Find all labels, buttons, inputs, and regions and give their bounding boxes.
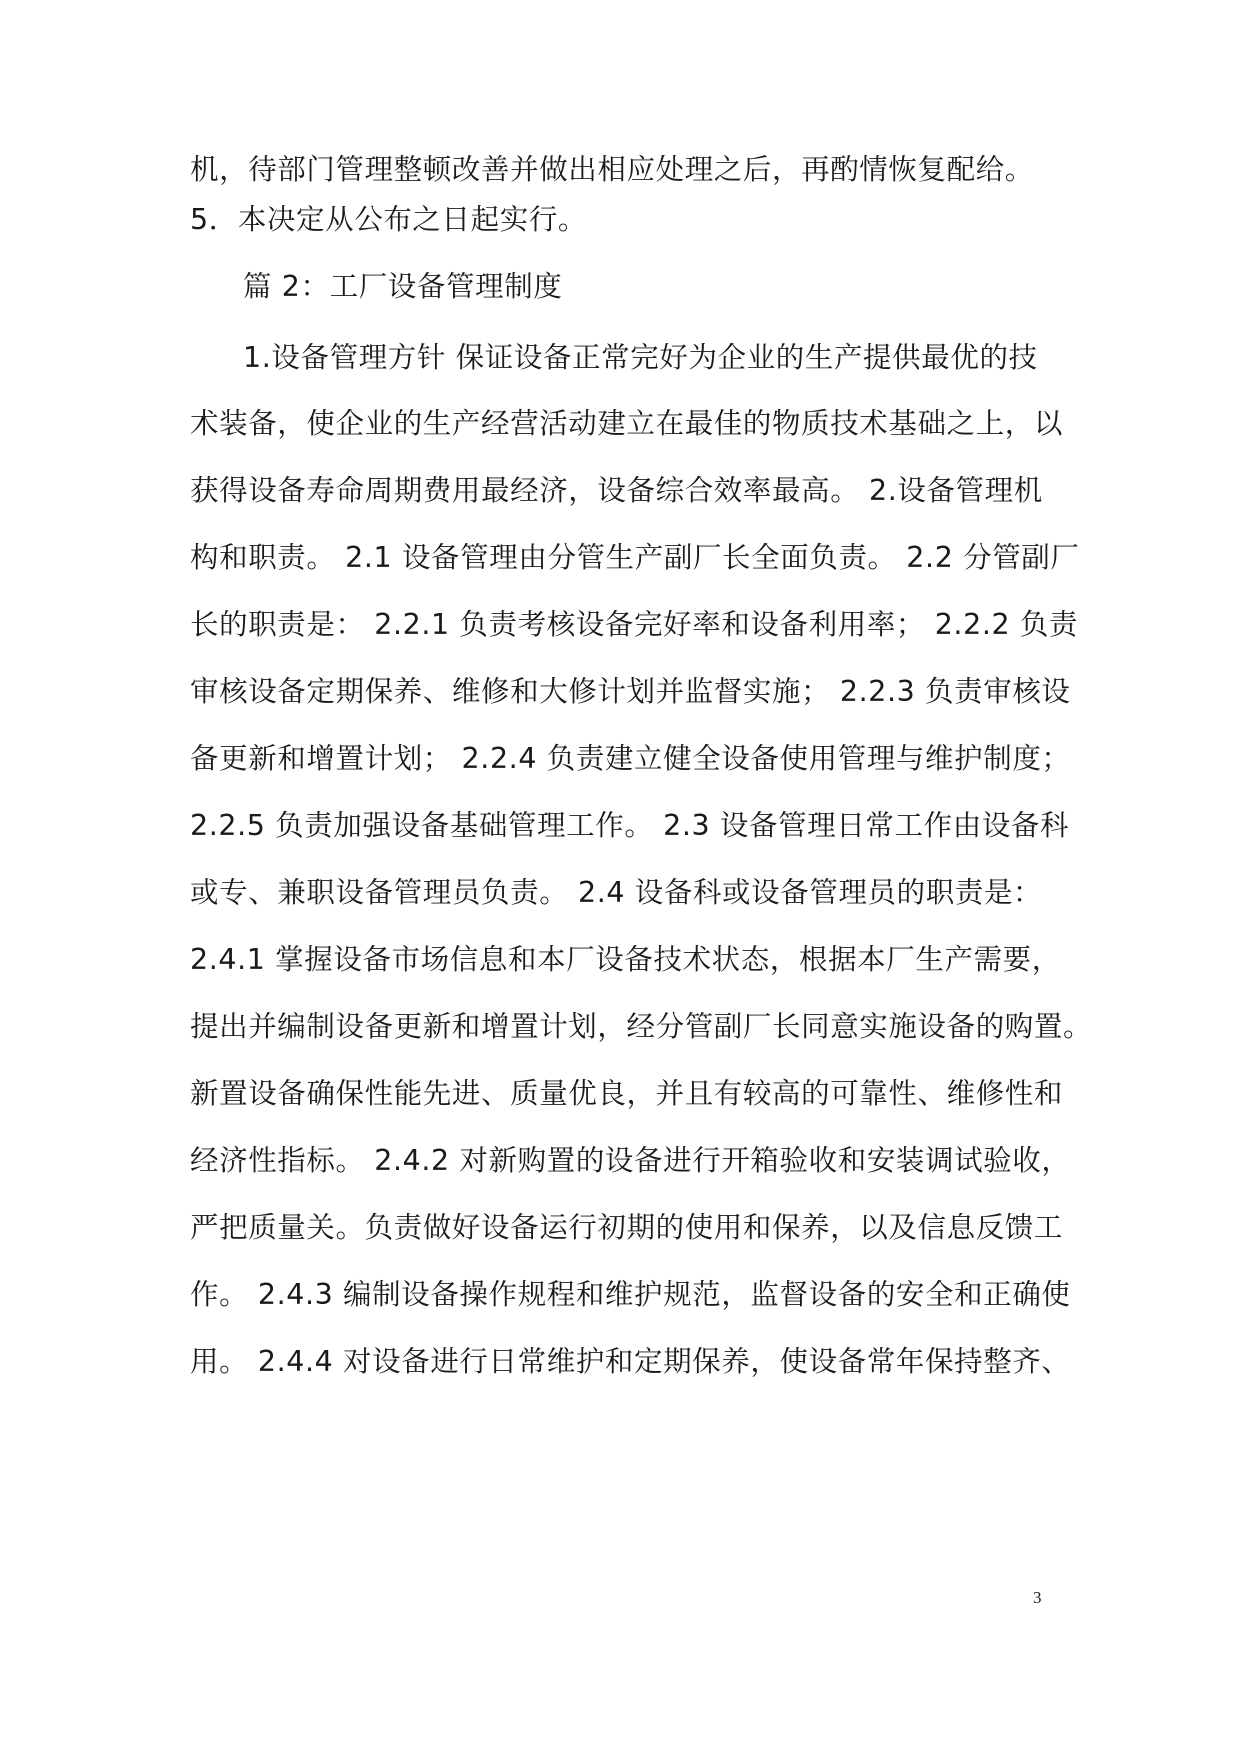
- text-line: 构和职责。 2.1 设备管理由分管生产副厂长全面负责。 2.2 分管副厂: [190, 541, 1080, 574]
- text-line: 经济性指标。 2.4.2 对新购置的设备进行开箱验收和安装调试验收，: [190, 1144, 1071, 1177]
- text-line: 备更新和增置计划； 2.2.4 负责建立健全设备使用管理与维护制度；: [190, 742, 1071, 775]
- text-line: 长的职责是： 2.2.1 负责考核设备完好率和设备利用率； 2.2.2 负责: [190, 608, 1079, 641]
- text-line: 获得设备寿命周期费用最经济，设备综合效率最高。 2.设备管理机: [190, 474, 1043, 507]
- text-line: 审核设备定期保养、维修和大修计划并监督实施； 2.2.3 负责审核设: [190, 675, 1071, 708]
- text-line: 或专、兼职设备管理员负责。 2.4 设备科或设备管理员的职责是：: [190, 876, 1043, 909]
- section-heading: 篇 2：工厂设备管理制度: [243, 270, 563, 303]
- text-line: 作。 2.4.3 编制设备操作规程和维护规范，监督设备的安全和正确使: [190, 1278, 1071, 1311]
- text-line: 提出并编制设备更新和增置计划，经分管副厂长同意实施设备的购置。: [190, 1010, 1093, 1043]
- page-number: 3: [1033, 1588, 1042, 1607]
- text-line: 用。 2.4.4 对设备进行日常维护和定期保养，使设备常年保持整齐、: [190, 1345, 1071, 1378]
- text-line: 2.2.5 负责加强设备基础管理工作。 2.3 设备管理日常工作由设备科: [190, 809, 1070, 842]
- text-line: 5．本决定从公布之日起实行。: [190, 203, 588, 236]
- text-line: 严把质量关。负责做好设备运行初期的使用和保养，以及信息反馈工: [190, 1211, 1064, 1244]
- text-line: 机，待部门管理整顿改善并做出相应处理之后，再酌情恢复配给。: [190, 153, 1034, 186]
- text-line: 1.设备管理方针 保证设备正常完好为企业的生产提供最优的技: [243, 341, 1038, 374]
- text-line: 新置设备确保性能先进、质量优良，并且有较高的可靠性、维修性和: [190, 1077, 1064, 1110]
- text-line: 术装备，使企业的生产经营活动建立在最佳的物质技术基础之上，以: [190, 407, 1064, 440]
- text-line: 2.4.1 掌握设备市场信息和本厂设备技术状态，根据本厂生产需要，: [190, 943, 1061, 976]
